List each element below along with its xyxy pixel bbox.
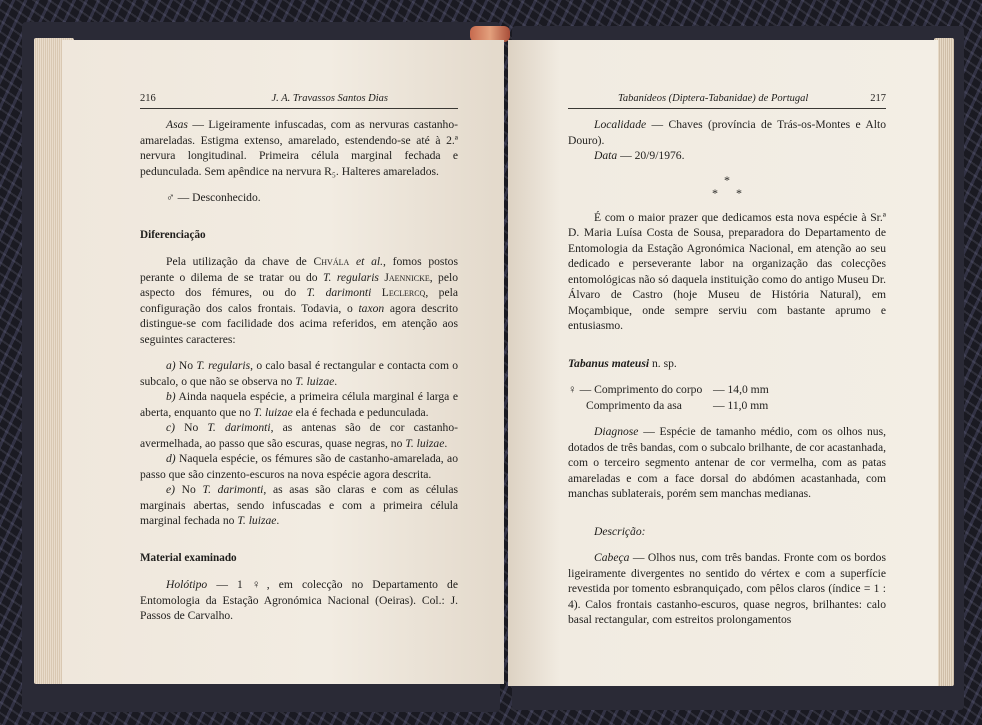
male-paragraph: ♂ — Desconhecido.	[166, 191, 261, 204]
item-d: d) Naquela espécie, os fémures são de castanho-amarelada, ao passo que são cinzento-escuros na nova espécie agora descrita.	[140, 452, 458, 481]
diferenciacao-heading: Diferenciação	[140, 228, 206, 241]
material-heading: Material examinado	[140, 551, 237, 564]
right-body	[568, 117, 886, 628]
left-running-head	[140, 93, 458, 109]
item-b: b) Ainda naquela espécie, a primeira célula marginal é larga e aberta, enquanto que no T. luizae ela é fechada e pedunculada.	[140, 390, 458, 419]
left-running-head-title: J. A. Travassos Santos Dias	[271, 93, 388, 104]
species-title: Tabanus mateusi n. sp.	[568, 356, 677, 370]
data-paragraph: Data — 20/9/1976.	[594, 149, 685, 162]
item-a: a) No T. regularis, o calo basal é rectangular e contacta com o subcalo, o que não se observa no T. luizae.	[140, 359, 459, 388]
localidade-paragraph: Localidade — Chaves (província de Trás-os-Montes e Alto Douro).	[568, 118, 886, 147]
measure-body-length: ♀ — Comprimento do corpo — 14,0 mm	[568, 383, 769, 396]
diferenciacao-paragraph: Pela utilização da chave de Chvála et al., fomos postos perante o dilema de se tratar ou do T. regularis Jaennicke, pelo aspecto dos fémures, ou do T. darimonti Leclercq, pela configuração dos calos frontais. Todavia, o taxon agora descrito distingue-se com facilidade dos acima referidos, em atenção aos seguintes caracteres:	[140, 255, 459, 346]
descricao-heading: Descrição:	[594, 524, 646, 538]
section-separator: * * *	[712, 172, 742, 200]
cabeca-paragraph: Cabeça — Olhos nus, com três bandas. Fronte com os bordos ligeiramente divergentes no sentido do vértex e com a superfície revestida por tomento esbranquiçado, com pêlos claros (índice = 1 : 4). Calos frontais castanho-escuros, quase negros, brilhantes: calo basal rectangular, com estreitos prolongamentos	[568, 551, 886, 626]
left-body	[140, 117, 458, 624]
measure-wing-length: Comprimento da asa — 11,0 mm	[586, 398, 769, 412]
item-c: c) No T. darimonti, as antenas são de cor castanho-avermelhada, ao passo que são escuras, quase negras, no T. luizae.	[140, 421, 458, 450]
right-running-head	[568, 93, 886, 109]
right-running-head-title: Tabanídeos (Diptera-Tabanidae) de Portugal	[618, 93, 809, 104]
item-e: e) No T. darimonti, as asas são claras e com as células marginais abertas, sendo infuscadas e com a primeira célula marginal fechada no T. luizae.	[140, 483, 459, 527]
right-page	[508, 40, 938, 686]
left-page-number: 216	[140, 93, 156, 104]
diagnose-paragraph: Diagnose — Espécie de tamanho médio, com os olhos nus, dotados de três bandas, com o subcalo brilhante, de cor acastanhada, com o terceiro segmento antenar de cor vermelha, com as patas amareladas e com a face dorsal do abdómen acastanhada, com manchas sublaterais, porém sem manchas medianas.	[568, 425, 886, 500]
asas-paragraph: Asas — Ligeiramente infuscadas, com as nervuras castanho-amareladas. Estigma extenso, amarelado, estendendo-se até à 2.ª nervura longitudinal. Primeira célula marginal fechada e pedunculada. Sem apêndice na nervura R₅. Halteres amarelados.	[140, 118, 458, 178]
holotipo-paragraph: Holótipo — 1 ♀, em colecção no Departamento de Entomologia da Estação Agronómica Nacional (Oeiras). Col.: J. Passos de Carvalho.	[140, 578, 458, 622]
left-page	[62, 40, 504, 684]
right-page-number: 217	[870, 93, 886, 104]
dedication-paragraph: É com o maior prazer que dedicamos esta nova espécie à Sr.ª D. Maria Luísa Costa de Sousa, preparadora do Departamento de Entomologia da Estação Agronómica Nacional, em atenção ao seu dedicado e perseverante labor na organização das colecções entomológicas não só daquela instituição como do antigo Museu Dr. Álvaro de Castro (hoje Museu de História Natural), em Moçambique, onde sempre serviu com bastante aprumo e entusiasmo.	[568, 210, 886, 332]
